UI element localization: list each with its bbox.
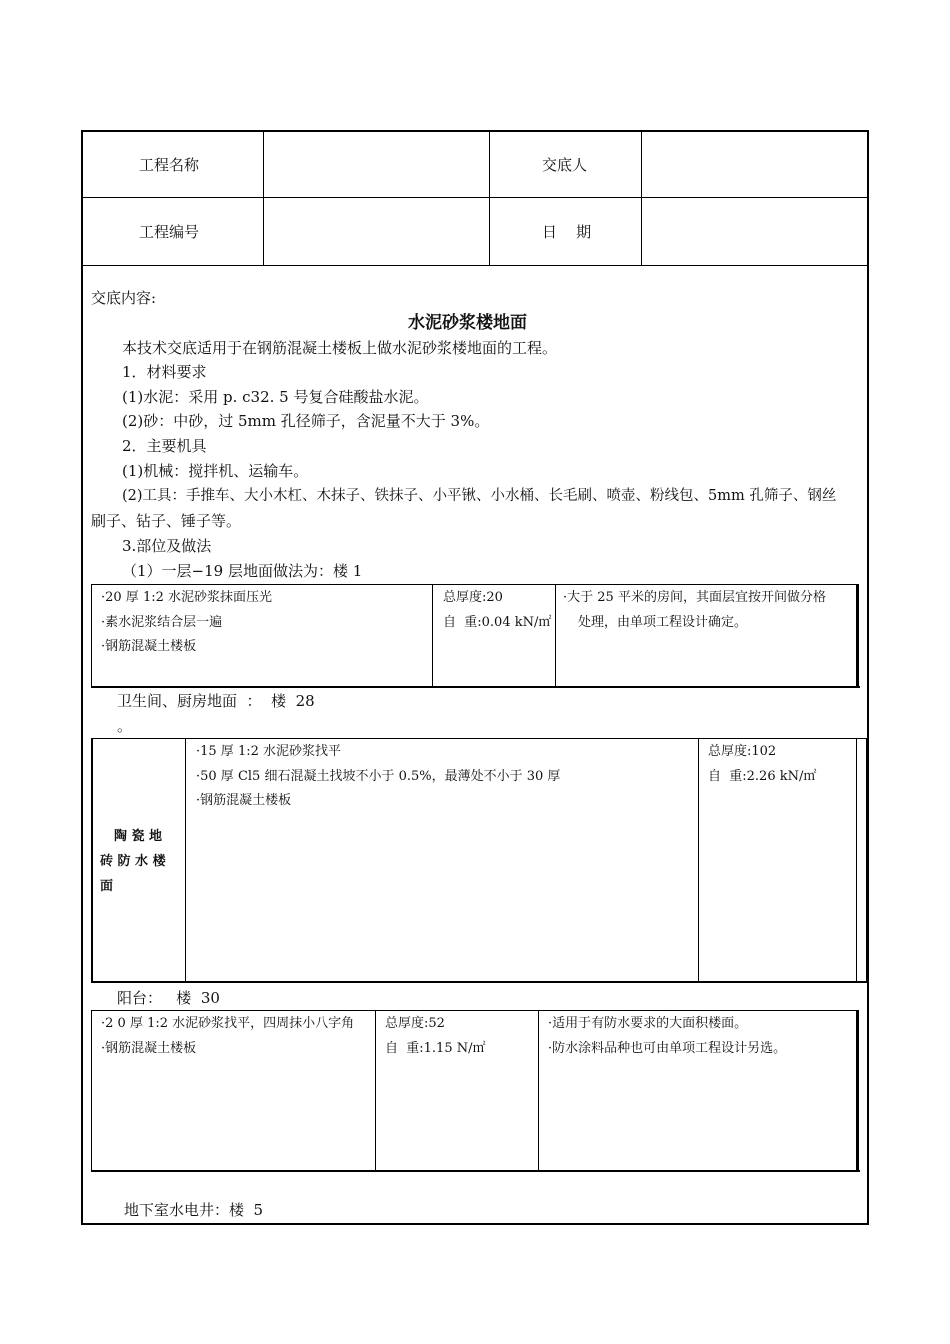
table2-name-line2: 砖 防 水 楼 [100,854,166,869]
table1-weight: 自 重:0.04 kN/㎡ [443,615,552,630]
sec1-cement: (1)水泥：采用 p. c32. 5 号复合硅酸盐水泥。 [122,388,429,406]
sec3-floor-1-19: （1）一层−19 层地面做法为：楼 1 [122,562,363,580]
table1-thickness: 总厚度:20 [443,590,503,605]
kitchen-floor-label: 卫生间、厨房地面 ： 楼 28 [117,692,315,710]
doc-title: 水泥砂浆楼地面 [408,313,527,333]
table3-note-2: ·防水涂料品种也可由单项工程设计另选。 [548,1041,787,1056]
project-no-label: 工程编号 [139,223,200,241]
sec1-sand: (2)砂：中砂，过 5mm 孔径筛子，含泥量不大于 3%。 [122,412,490,430]
sec2-heading: 2．主要机具 [122,437,207,455]
table1-note-line2: 处理，由单项工程设计确定。 [578,615,748,630]
table3-layer-2: ·钢筋混凝土楼板 [101,1041,197,1056]
table1-layer-2: ·素水泥浆结合层一遍 [101,615,223,630]
table3-layer-1: ·2 0 厚 1:2 水泥砂浆找平，四周抹小八字角 [101,1016,355,1031]
date-value[interactable] [652,222,852,242]
table3-note-1: ·适用于有防水要求的大面积楼面。 [548,1016,748,1031]
sec2-machines: (1)机械：搅拌机、运输车。 [122,462,309,480]
sec2-tools-line2: 刷子、钻子、锤子等。 [91,512,242,530]
table1-layer-1: ·20 厚 1:2 水泥砂浆抹面压光 [101,590,272,605]
project-name-label: 工程名称 [139,156,200,174]
table2-layer-2: ·50 厚 Cl5 细石混凝土找坡不小于 0.5%，最薄处不小于 30 厚 [196,769,561,784]
table3-weight: 自 重:1.15 N/㎡ [385,1041,486,1056]
handover-person-value[interactable] [652,155,852,175]
sec2-tools-line1: (2)工具：手推车、大小木杠、木抹子、铁抹子、小平锹、小水桶、长毛刷、喷壶、粉线包、5mm 孔筛子、钢丝 [122,488,837,504]
para-scope: 本技术交底适用于在钢筋混凝土楼板上做水泥砂浆楼地面的工程。 [122,339,558,357]
date-label: 日 期 [542,223,592,241]
project-name-value[interactable] [275,155,475,175]
table2-layer-1: ·15 厚 1:2 水泥砂浆找平 [196,744,341,759]
table3-thickness: 总厚度:52 [385,1016,445,1031]
table2-name-line3: 面 [100,879,114,894]
table2-weight: 自 重:2.26 kN/㎡ [708,769,817,784]
intro-label: 交底内容: [91,289,157,307]
table1-note-line1: ·大于 25 平米的房间，其面层宜按开间做分格 [563,590,826,605]
project-no-value[interactable] [275,222,475,242]
handover-person-label: 交底人 [542,156,588,174]
sec1-heading: 1．材料要求 [122,363,207,381]
basement-floor-label: 地下室水电井：楼 5 [124,1201,264,1219]
sec3-heading: 3.部位及做法 [122,537,212,555]
table1-layer-3: ·钢筋混凝土楼板 [101,639,197,654]
table2-thickness: 总厚度:102 [708,744,777,759]
table2-name-line1: 陶 瓷 地 [114,829,163,844]
kitchen-floor-dot: 。 [117,717,133,735]
table2-layer-3: ·钢筋混凝土楼板 [196,793,292,808]
balcony-floor-label: 阳台： 楼 30 [117,989,220,1007]
